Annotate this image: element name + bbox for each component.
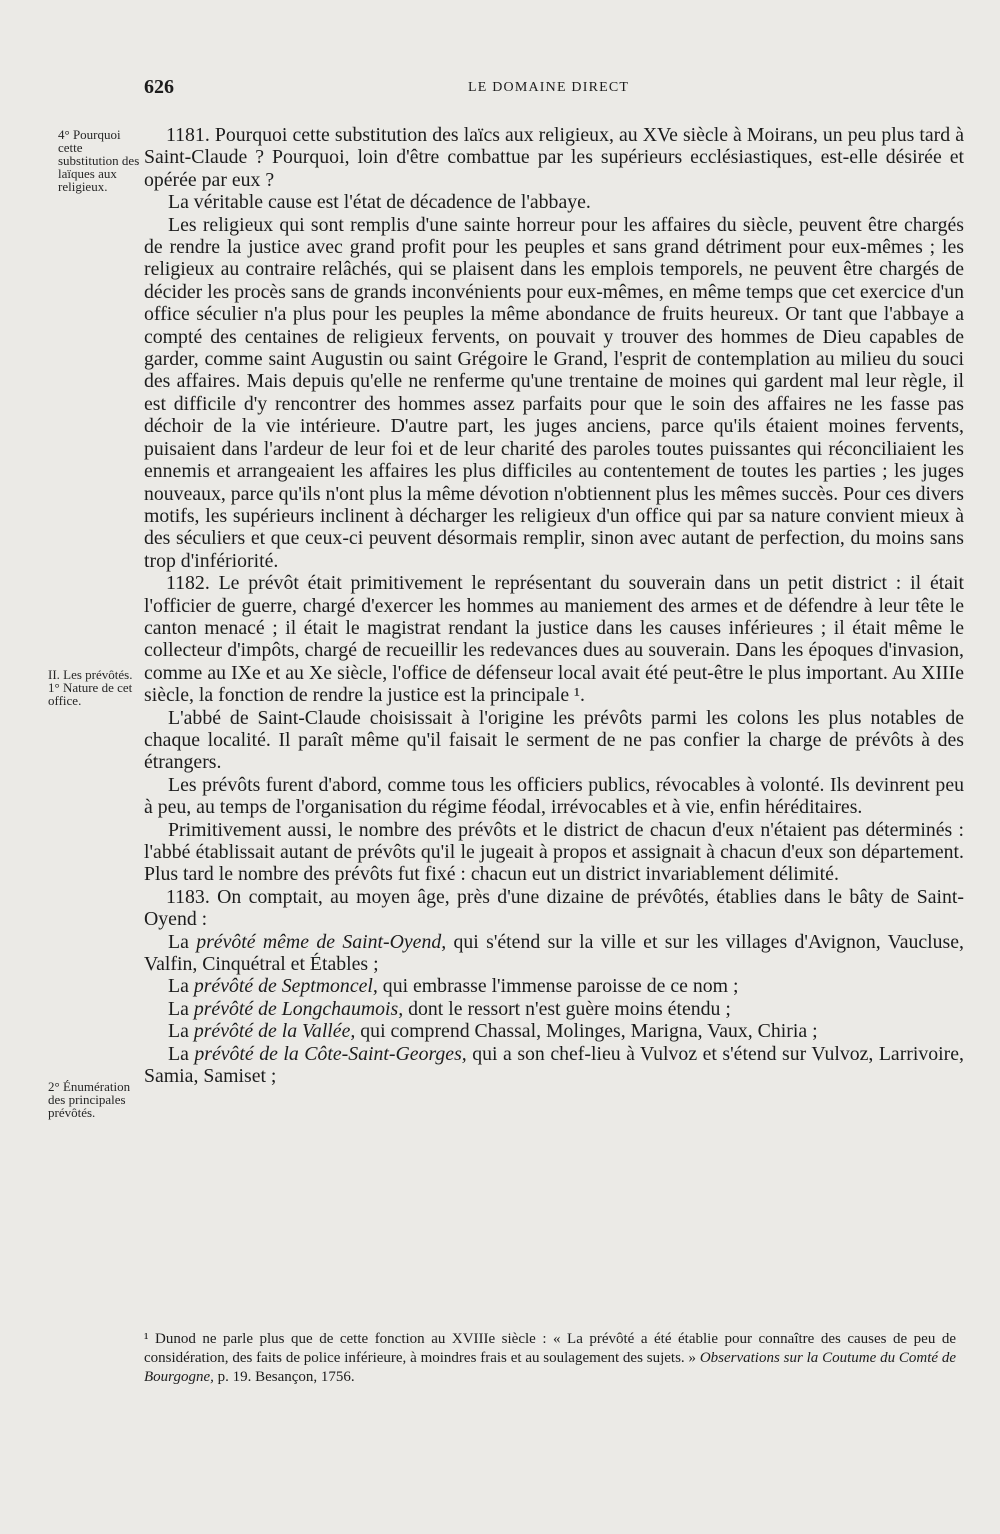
paragraph: L'abbé de Saint-Claude choisissait à l'origine les prévôts parmi les colons les plus notables de chaque localité. Il paraît même qu'il faisait le serment de ne pas confier la charge de prévôts à des étrangers. — [144, 706, 964, 774]
footnote-tail: p. 19. Besançon, 1756. — [217, 1369, 355, 1386]
list-item-text: qui s'étend sur la ville et sur les villages d'Avignon, Vaucluse, Valfin, Cinquétral et Étables ; — [144, 930, 964, 976]
prevote-name: prévôté même de Saint-Oyend, — [196, 930, 447, 953]
paragraph: Les religieux qui sont remplis d'une sainte horreur pour les affaires du siècle, peuvent être chargés de rendre la justice avec grand profit pour les peuples et sans grand détriment pour eux-mêmes ; les religieux au contraire relâchés, qui se plaisent dans les emplois temporels, ne peuvent être chargés de décider les procès sans de grands inconvénients pour eux-mêmes, en même temps que cet exercice d'un office séculier n'a plus pour les peuples la même abondance de fruits heureux. Or tant que l'abbaye a compté des centaines de religieux fervents, on pouvait y trouver des hommes de Dieu capables de garder, comme saint Augustin ou saint Grégoire le Grand, l'esprit de contemplation au milieu du souci des affaires. Mais depuis qu'elle ne renferme qu'une trentaine de moines qui gardent mal leur règle, il est difficile d'y rencontrer des hommes assez parfaits pour que le soin des affaires ne les fasse pas déchoir de la vie intérieure. D'autre part, les juges anciens, parce qu'ils étaient moines fervents, puisaient dans l'ardeur de leur foi et de leur charité des paroles toutes puissantes qui réconciliaient les ennemis et arrangeaient les affaires les plus difficiles au contentement de toutes les parties ; les juges nouveaux, parce qu'ils n'ont plus la même dévotion n'obtiennent plus les mêmes succès. Pour ces divers motifs, les supérieurs inclinent à décharger les religieux d'un office qui par sa nature convient mieux à des séculiers et que ceux-ci peuvent désormais remplir, sinon avec autant de perfection, du moins sans trop d'infériorité. — [144, 213, 964, 572]
list-item — [144, 975, 964, 997]
paragraph: Primitivement aussi, le nombre des prévôts et le district de chacun d'eux n'étaient pas déterminés : l'abbé établissait autant de prévôts qu'il le jugeait à propos et assignait à chacun d'eux son département. Plus tard le nombre des prévôts fut fixé : chacun eut un district invariablement délimité. — [144, 818, 964, 886]
paragraph: 1183. On comptait, au moyen âge, près d'une dizaine de prévôtés, établies dans le bâty de Saint-Oyend : — [144, 885, 964, 931]
paragraph: Les prévôts furent d'abord, comme tous les officiers publics, révocables à volonté. Ils devinrent peu à peu, au temps de l'organisation du régime féodal, irrévocables et à vie, enfin héréditaires. — [144, 773, 964, 819]
footnote-text: ¹ Dunod ne parle plus que de cette fonction au XVIIIe siècle : « La prévôté a été établie pour connaître des causes de peu de considération, des faits de police inférieure, à moindres frais et au soulagement des sujets. » — [144, 1331, 956, 1367]
list-item-text: qui embrasse l'immense paroisse de ce nom ; — [382, 975, 739, 998]
prevote-name: prévôté de la Vallée, — [193, 1020, 356, 1043]
prevote-name: prévôté de Longchaumois, — [193, 997, 404, 1020]
prevote-name: prévôté de Septmoncel, — [193, 975, 378, 998]
list-item-text: dont le ressort n'est guère moins étendu ; — [408, 997, 731, 1020]
list-item — [144, 1020, 964, 1042]
margin-note: II. Les prévôtés. 1° Nature de cet office. — [48, 667, 133, 708]
page-header — [0, 76, 1000, 104]
paragraph: 1181. Pourquoi cette substitution des laïcs aux religieux, au XVe siècle à Moirans, un peu plus tard à Saint-Claude ? Pourquoi, loin d'être combattue par les supérieurs ecclésiastiques, est-elle désirée et opérée par eux ? — [144, 124, 964, 191]
list-item-text: qui a son chef-lieu à Vulvoz et s'étend sur Vulvoz, Larrivoire, Samia, Samiset ; — [144, 1042, 964, 1088]
list-item — [144, 931, 964, 976]
list-item-lead: La — [168, 1042, 189, 1065]
list-item-lead: La — [168, 975, 189, 998]
footnote — [144, 1330, 956, 1388]
list-item-lead: La — [168, 1020, 189, 1043]
list-item-text: qui comprend Chassal, Molinges, Marigna, Vaux, Chiria ; — [360, 1020, 818, 1043]
list-item-lead: La — [168, 930, 189, 953]
main-text — [144, 124, 964, 1087]
footnote-source: Observations sur la Coutume du Comté de Bourgogne, — [144, 1350, 957, 1386]
list-item — [144, 1043, 964, 1088]
margin-note: 4° Pourquoi cette substitution des laïques aux religieux. — [58, 127, 140, 194]
list-item-lead: La — [168, 997, 189, 1020]
list-item — [144, 998, 964, 1020]
running-title: LE DOMAINE DIRECT — [468, 80, 630, 95]
page-number: 626 — [144, 76, 174, 98]
paragraph: La véritable cause est l'état de décadence de l'abbaye. — [168, 191, 591, 214]
margin-note: 2° Énumération des principales prévôtés. — [48, 1079, 131, 1120]
prevote-name: prévôté de la Côte-Saint-Georges, — [194, 1042, 467, 1065]
paragraph: 1182. Le prévôt était primitivement le représentant du souverain dans un petit district : il était l'officier de guerre, chargé d'exercer les hommes au maniement des armes et de défendre à leur tête le canton menacé ; il était le magistrat rendant la justice dans les causes inférieures ; il était même le collecteur d'impôts, chargé de recueillir les redevances dues au souverain. Dans les époques d'invasion, comme au IXe et au Xe siècle, l'office de défenseur local avait été peut-être le plus important. Au XIIIe siècle, la fonction de rendre la justice est la principale ¹. — [144, 572, 964, 707]
